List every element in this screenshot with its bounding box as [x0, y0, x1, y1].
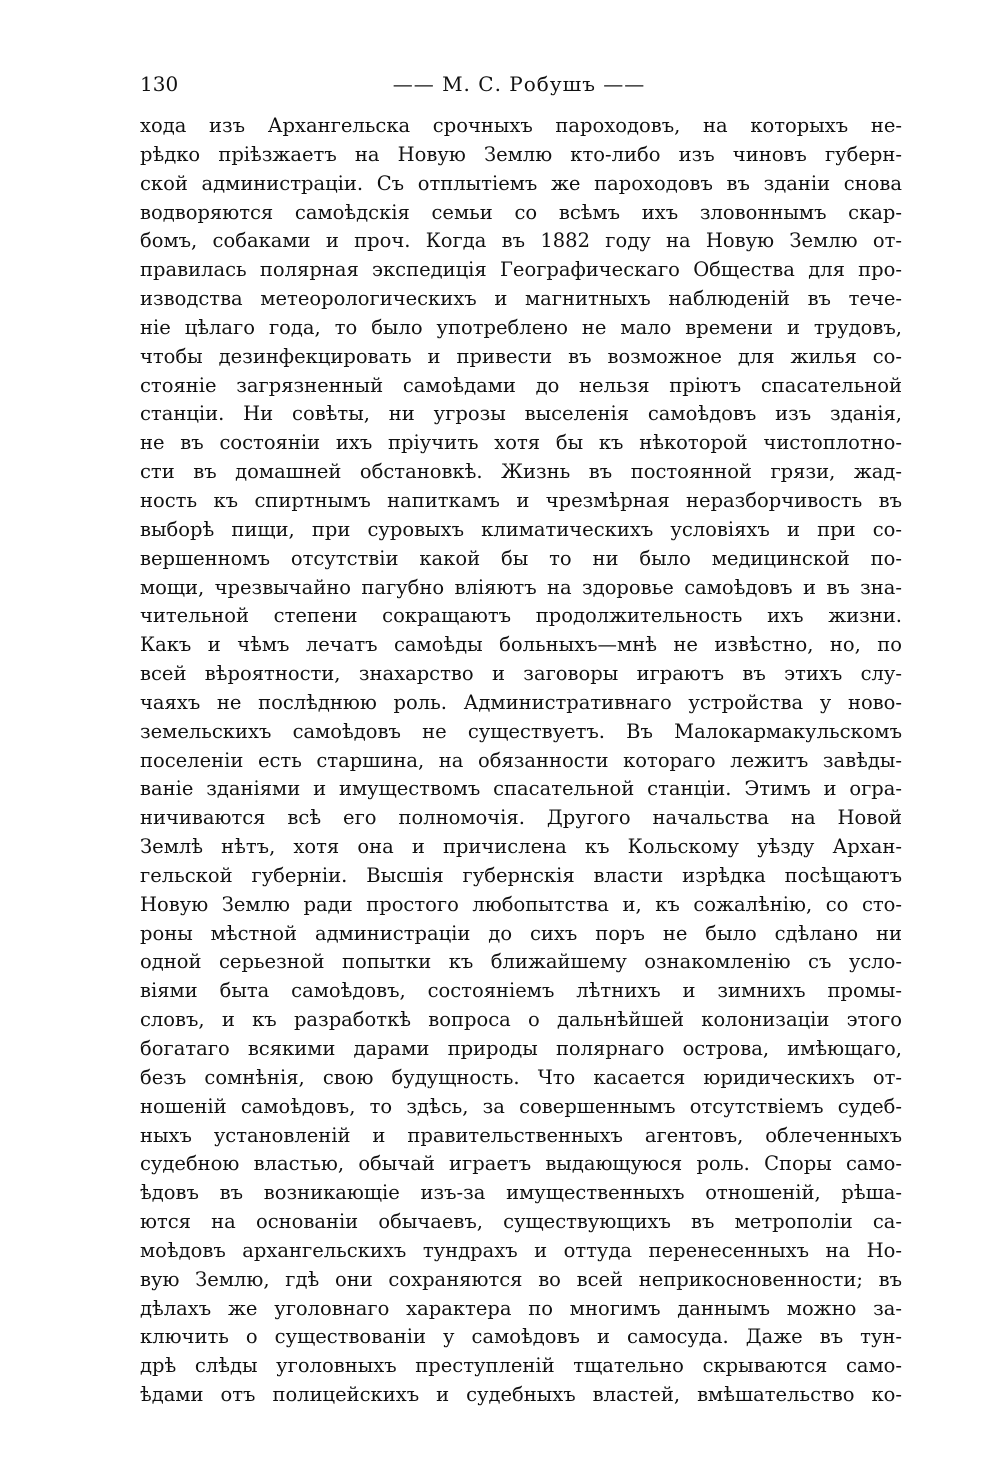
text-line: моѣдовъ архангельскихъ тундрахъ и оттуда перенесенныхъ на Но- — [140, 1238, 902, 1262]
text-line: словъ, и къ разработкѣ вопроса о дальнѣйшей колонизаціи этого — [140, 1008, 902, 1032]
text-line: віями быта самоѣдовъ, состояніемъ лѣтнихъ и зимнихъ промы- — [140, 979, 902, 1003]
text-line: ныхъ установленій и правительственныхъ агентовъ, облеченныхъ — [140, 1123, 902, 1147]
text-line: судебною властью, обычай играетъ выдающуюся роль. Споры само- — [140, 1152, 902, 1176]
text-line: вую Землю, гдѣ они сохраняются во всей неприкосновенности; въ — [140, 1267, 902, 1291]
text-line: вершенномъ отсутствіи какой бы то ни было медицинской по- — [140, 546, 902, 570]
text-line: ваніе зданіями и имуществомъ спасательной станціи. Этимъ и огра- — [140, 777, 902, 801]
text-line: выборѣ пищи, при суровыхъ климатическихъ условіяхъ и при со- — [140, 517, 902, 541]
text-line: ничиваются всѣ его полномочія. Другого начальства на Новой — [140, 806, 902, 830]
text-line: роны мѣстной администраціи до сихъ поръ не было сдѣлано ни — [140, 921, 902, 945]
text-line: не въ состояніи ихъ пріучить хотя бы къ нѣкоторой чистоплотно- — [140, 431, 902, 455]
text-line: земельскихъ самоѣдовъ не существуетъ. Въ Малокармакульскомъ — [140, 719, 902, 743]
text-line: дрѣ слѣды уголовныхъ преступленій тщательно скрываются само- — [140, 1354, 902, 1378]
text-line: ской администраціи. Съ отплытіемъ же пароходовъ въ зданіи снова — [140, 171, 902, 195]
text-line: бомъ, собаками и проч. Когда въ 1882 году на Новую Землю от- — [140, 229, 902, 253]
text-line: сти въ домашней обстановкѣ. Жизнь въ постоянной грязи, жад- — [140, 460, 902, 484]
text-line: рѣдко пріѣзжаетъ на Новую Землю кто-либо изъ чиновъ губерн- — [140, 142, 902, 166]
text-line: ношеній самоѣдовъ, то здѣсь, за совершеннымъ отсутствіемъ судеб- — [140, 1094, 902, 1118]
text-line: Землѣ нѣтъ, хотя она и причислена къ Кольскому уѣзду Архан- — [140, 835, 902, 859]
page-number: 130 — [140, 72, 179, 96]
text-line: поселеніи есть старшина, на обязанности котораго лежитъ завѣды- — [140, 748, 902, 772]
text-line: мощи, чрезвычайно пагубно вліяютъ на здоровье самоѣдовъ и въ зна- — [140, 575, 902, 599]
text-line: ключить о существованіи у самоѣдовъ и самосуда. Даже въ тун- — [140, 1325, 902, 1349]
text-line: гельской губерніи. Высшія губернскія власти изрѣдка посѣщаютъ — [140, 863, 902, 887]
text-line: всей вѣроятности, знахарство и заговоры играютъ въ этихъ слу- — [140, 662, 902, 686]
text-line: богатаго всякими дарами природы полярнаго острова, имѣющаго, — [140, 1037, 902, 1060]
running-head: —— М. С. Робушъ —— — [392, 72, 646, 96]
text-line: ѣдами отъ полицейскихъ и судебныхъ властей, вмѣшательство ко- — [140, 1383, 902, 1407]
text-line: Какъ и чѣмъ лечатъ самоѣды больныхъ—мнѣ не извѣстно, но, по — [140, 633, 902, 657]
text-line: Новую Землю ради простого любопытства и, къ сожалѣнію, со сто- — [140, 892, 902, 916]
text-line: чтобы дезинфекцировать и привести въ возможное для жилья со- — [140, 344, 902, 368]
text-line: ѣдовъ въ возникающіе изъ-за имущественныхъ отношеній, рѣша- — [140, 1181, 902, 1205]
text-line: безъ сомнѣнія, свою будущность. Что касается юридическихъ от- — [140, 1065, 902, 1089]
text-line: станціи. Ни совѣты, ни угрозы выселенія самоѣдовъ изъ зданія, — [140, 402, 902, 426]
page-header — [134, 70, 904, 100]
text-line: дѣлахъ же уголовнаго характера по многимъ даннымъ можно за- — [140, 1296, 902, 1320]
body-text — [140, 112, 902, 1410]
text-line: ность къ спиртнымъ напиткамъ и чрезмѣрная неразборчивость въ — [140, 488, 902, 512]
text-line: правилась полярная экспедиція Географическаго Общества для про- — [140, 258, 902, 282]
text-line: чаяхъ не послѣднюю роль. Административнаго устройства у ново- — [140, 690, 902, 714]
text-line: хода изъ Архангельска срочныхъ пароходовъ, на которыхъ не- — [140, 114, 902, 137]
text-line: стояніе загрязненный самоѣдами до нельзя пріютъ спасательной — [140, 373, 902, 397]
text-line: водворяются самоѣдскія семьи со всѣмъ ихъ зловоннымъ скар- — [140, 200, 902, 224]
text-line: чительной степени сокращаютъ продолжительность ихъ жизни. — [140, 604, 902, 628]
text-line: одной серьезной попытки къ ближайшему ознакомленію съ усло- — [140, 950, 902, 974]
text-line: ніе цѣлаго года, то было употреблено не мало времени и трудовъ, — [140, 315, 902, 339]
text-line: изводства метеорологическихъ и магнитныхъ наблюденій въ тече- — [140, 287, 902, 311]
text-line: ются на основаніи обычаевъ, существующихъ въ метрополіи са- — [140, 1210, 902, 1234]
